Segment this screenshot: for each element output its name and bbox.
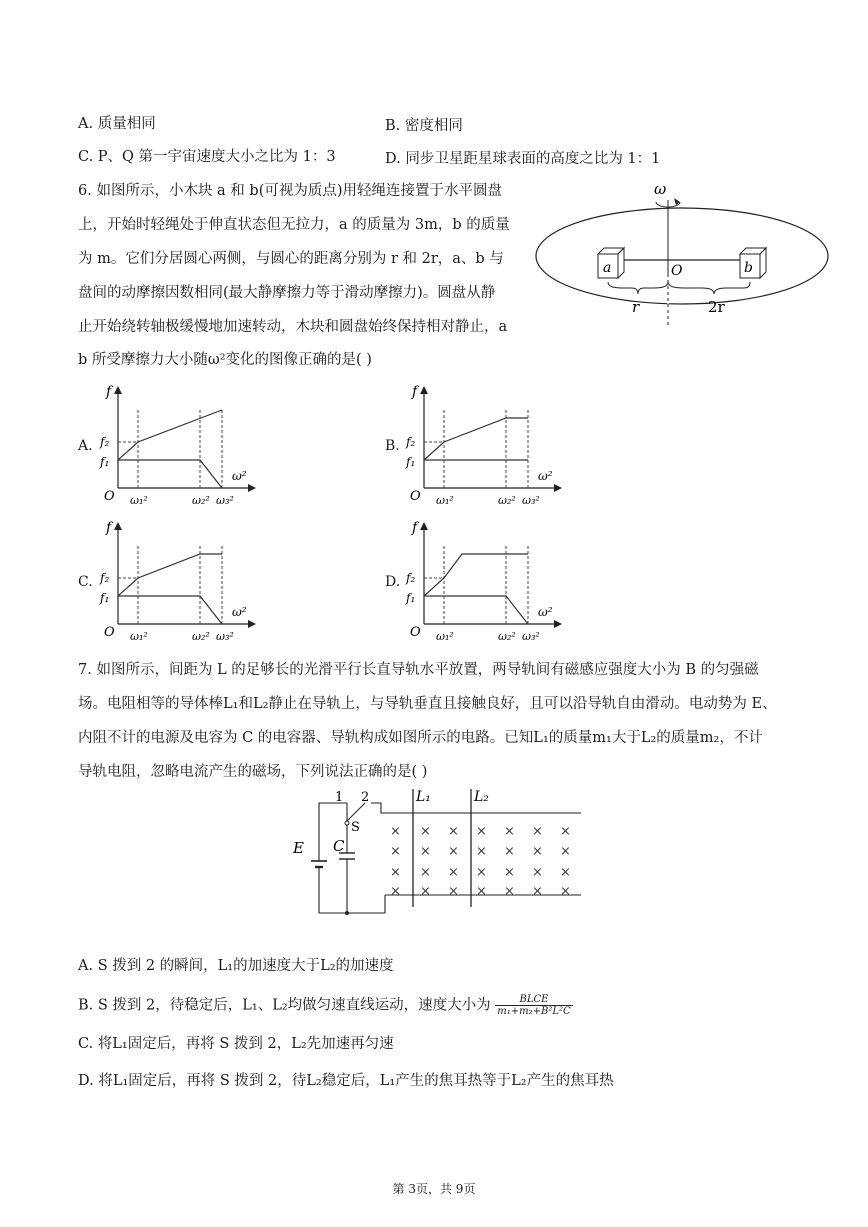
omega3-tick: ω₃² <box>216 494 234 507</box>
center-o-label: O <box>671 263 683 279</box>
field-cross: × <box>448 844 459 859</box>
capacitor-c-label: C <box>333 837 345 855</box>
field-cross: × <box>476 865 487 880</box>
x-axis-arrow <box>554 620 562 628</box>
two-r-label: 2r <box>708 298 725 316</box>
field-cross: × <box>560 824 571 839</box>
graph-b <box>398 380 568 508</box>
q5-option-d: D. 同步卫星距星球表面的高度之比为 1：1 <box>385 151 661 167</box>
rod-l2-label: L₂ <box>474 789 489 805</box>
rod-l1-label: L₁ <box>416 789 431 805</box>
field-cross: × <box>390 824 401 839</box>
option-b-label: B. <box>385 438 400 454</box>
q7-line-3: 内阻不计的电源及电容为 C 的电容器、导轨构成如图所示的电路。已知L₁的质量m₁大于L₂的质量m₂，不计 <box>78 730 763 746</box>
q7-line-1: 7. 如图所示，间距为 L 的足够长的光滑平行长直导轨水平放置，两导轨间有磁感应强度大小为 B 的匀强磁 <box>78 662 759 678</box>
q6-line-4: 盘间的动摩擦因数相同(最大静摩擦力等于滑动摩擦力)。圆盘从静 <box>78 285 496 301</box>
f2-label: f₂ <box>406 571 416 585</box>
x-axis-label: ω² <box>538 605 553 619</box>
x-axis-arrow <box>554 484 562 492</box>
q6-line-1: 6. 如图所示，小木块 a 和 b(可视为质点)用轻绳连接置于水平圆盘 <box>78 183 503 199</box>
graph-c <box>92 516 262 644</box>
field-cross: × <box>504 865 515 880</box>
f1-label: f₁ <box>406 455 416 469</box>
omega3-tick: ω₃² <box>522 630 540 643</box>
q6-line-6: b 所受摩擦力大小随ω²变化的图像正确的是( ) <box>78 352 372 368</box>
f1-label: f₁ <box>100 455 110 469</box>
omega-label: ω <box>654 180 667 198</box>
field-cross: × <box>476 884 487 899</box>
graph-a <box>92 380 262 508</box>
emf-e-label: E <box>293 839 304 857</box>
q6-line-5: 止开始绕转轴极缓慢地加速转动，木块和圆盘始终保持相对静止，a <box>78 319 508 335</box>
q5-option-b: B. 密度相同 <box>385 118 463 134</box>
field-cross: × <box>390 884 401 899</box>
field-cross: × <box>390 865 401 880</box>
origin-label: O <box>410 625 421 640</box>
r-label: r <box>632 298 640 316</box>
block-a-label: a <box>603 260 612 276</box>
origin-label: O <box>104 625 115 640</box>
field-cross: × <box>560 865 571 880</box>
field-cross: × <box>532 844 543 859</box>
speed-fraction <box>495 994 572 1017</box>
x-axis-arrow <box>248 620 256 628</box>
q6-line-3: 为 m。它们分居圆心两侧，与圆心的距离分别为 r 和 2r，a、b 与 <box>78 251 504 267</box>
omega1-tick: ω₁² <box>436 630 454 643</box>
field-cross: × <box>504 884 515 899</box>
fraction-denominator: m₁+m₂+B²L²C <box>497 1006 571 1017</box>
field-cross: × <box>504 824 515 839</box>
x-axis-label: ω² <box>232 469 247 483</box>
q7-option-b-text: B. S 拨到 2，待稳定后，L₁、L₂均做匀速直线运动，速度大小为 <box>78 997 491 1014</box>
contact-2-label: 2 <box>361 790 370 805</box>
field-cross: × <box>560 884 571 899</box>
q7-line-4: 导轨电阻，忽略电流产生的磁场，下列说法正确的是( ) <box>78 764 428 780</box>
field-cross: × <box>476 824 487 839</box>
q7-option-a: A. S 拨到 2 的瞬间，L₁的加速度大于L₂的加速度 <box>78 958 394 974</box>
x-axis-label: ω² <box>232 605 247 619</box>
q7-option-d: D. 将L₁固定后，再将 S 拨到 2，待L₂稳定后，L₁产生的焦耳热等于L₂产生的焦耳热 <box>78 1073 614 1089</box>
field-cross: × <box>504 844 515 859</box>
field-cross: × <box>532 865 543 880</box>
field-cross: × <box>420 844 431 859</box>
fraction-numerator: BLCE <box>495 994 572 1006</box>
omega3-tick: ω₃² <box>522 494 540 507</box>
f2-label: f₂ <box>100 571 110 585</box>
graph-d <box>398 516 568 644</box>
field-cross: × <box>532 884 543 899</box>
field-cross: × <box>532 824 543 839</box>
q7-line-2: 场。电阻相等的导体棒L₁和L₂静止在导轨上，与导轨垂直且接触良好，且可以沿导轨自由滑动。电动势为 E、 <box>78 696 777 712</box>
y-axis-arrow <box>420 522 428 530</box>
field-cross: × <box>420 884 431 899</box>
q7-circuit-diagram <box>285 783 585 923</box>
omega3-tick: ω₃² <box>216 630 234 643</box>
field-cross: × <box>448 824 459 839</box>
omega1-tick: ω₁² <box>130 630 148 643</box>
omega2-tick: ω₂² <box>192 630 210 643</box>
field-cross: × <box>448 884 459 899</box>
x-axis-label: ω² <box>538 469 553 483</box>
field-cross: × <box>420 824 431 839</box>
field-cross: × <box>448 865 459 880</box>
option-a-label: A. <box>78 438 93 454</box>
block-b-label: b <box>744 260 753 276</box>
field-cross: × <box>390 844 401 859</box>
page-footer: 第 3页，共 9页 <box>392 1182 476 1196</box>
q5-option-c: C. P、Q 第一宇宙速度大小之比为 1：3 <box>78 149 336 165</box>
f1-label: f₁ <box>406 591 416 605</box>
option-d-label: D. <box>385 574 401 590</box>
f1-label: f₁ <box>100 591 110 605</box>
y-axis-label: f <box>106 384 112 400</box>
omega2-tick: ω₂² <box>498 494 516 507</box>
y-axis-arrow <box>114 522 122 530</box>
q6-disk-diagram <box>532 178 832 328</box>
f2-label: f₂ <box>406 435 416 449</box>
y-axis-arrow <box>114 386 122 394</box>
magnetic-field-crosses <box>390 824 571 899</box>
y-axis-label: f <box>412 384 418 400</box>
f2-label: f₂ <box>100 435 110 449</box>
omega2-tick: ω₂² <box>498 630 516 643</box>
q6-line-2: 上，开始时轻绳处于伸直状态但无拉力，a 的质量为 3m，b 的质量 <box>78 217 510 233</box>
option-c-label: C. <box>78 574 93 590</box>
x-axis-arrow <box>248 484 256 492</box>
field-cross: × <box>476 844 487 859</box>
field-cross: × <box>420 865 431 880</box>
origin-label: O <box>104 489 115 504</box>
origin-label: O <box>410 489 421 504</box>
q7-option-b <box>78 994 573 1017</box>
q5-option-a: A. 质量相同 <box>78 116 156 132</box>
y-axis-label: f <box>106 520 112 536</box>
switch-s-label: S <box>351 820 360 835</box>
field-cross: × <box>560 844 571 859</box>
omega1-tick: ω₁² <box>130 494 148 507</box>
omega2-tick: ω₂² <box>192 494 210 507</box>
y-axis-label: f <box>412 520 418 536</box>
omega1-tick: ω₁² <box>436 494 454 507</box>
contact-1-label: 1 <box>335 790 344 805</box>
q7-option-c: C. 将L₁固定后，再将 S 拨到 2，L₂先加速再匀速 <box>78 1036 394 1052</box>
y-axis-arrow <box>420 386 428 394</box>
